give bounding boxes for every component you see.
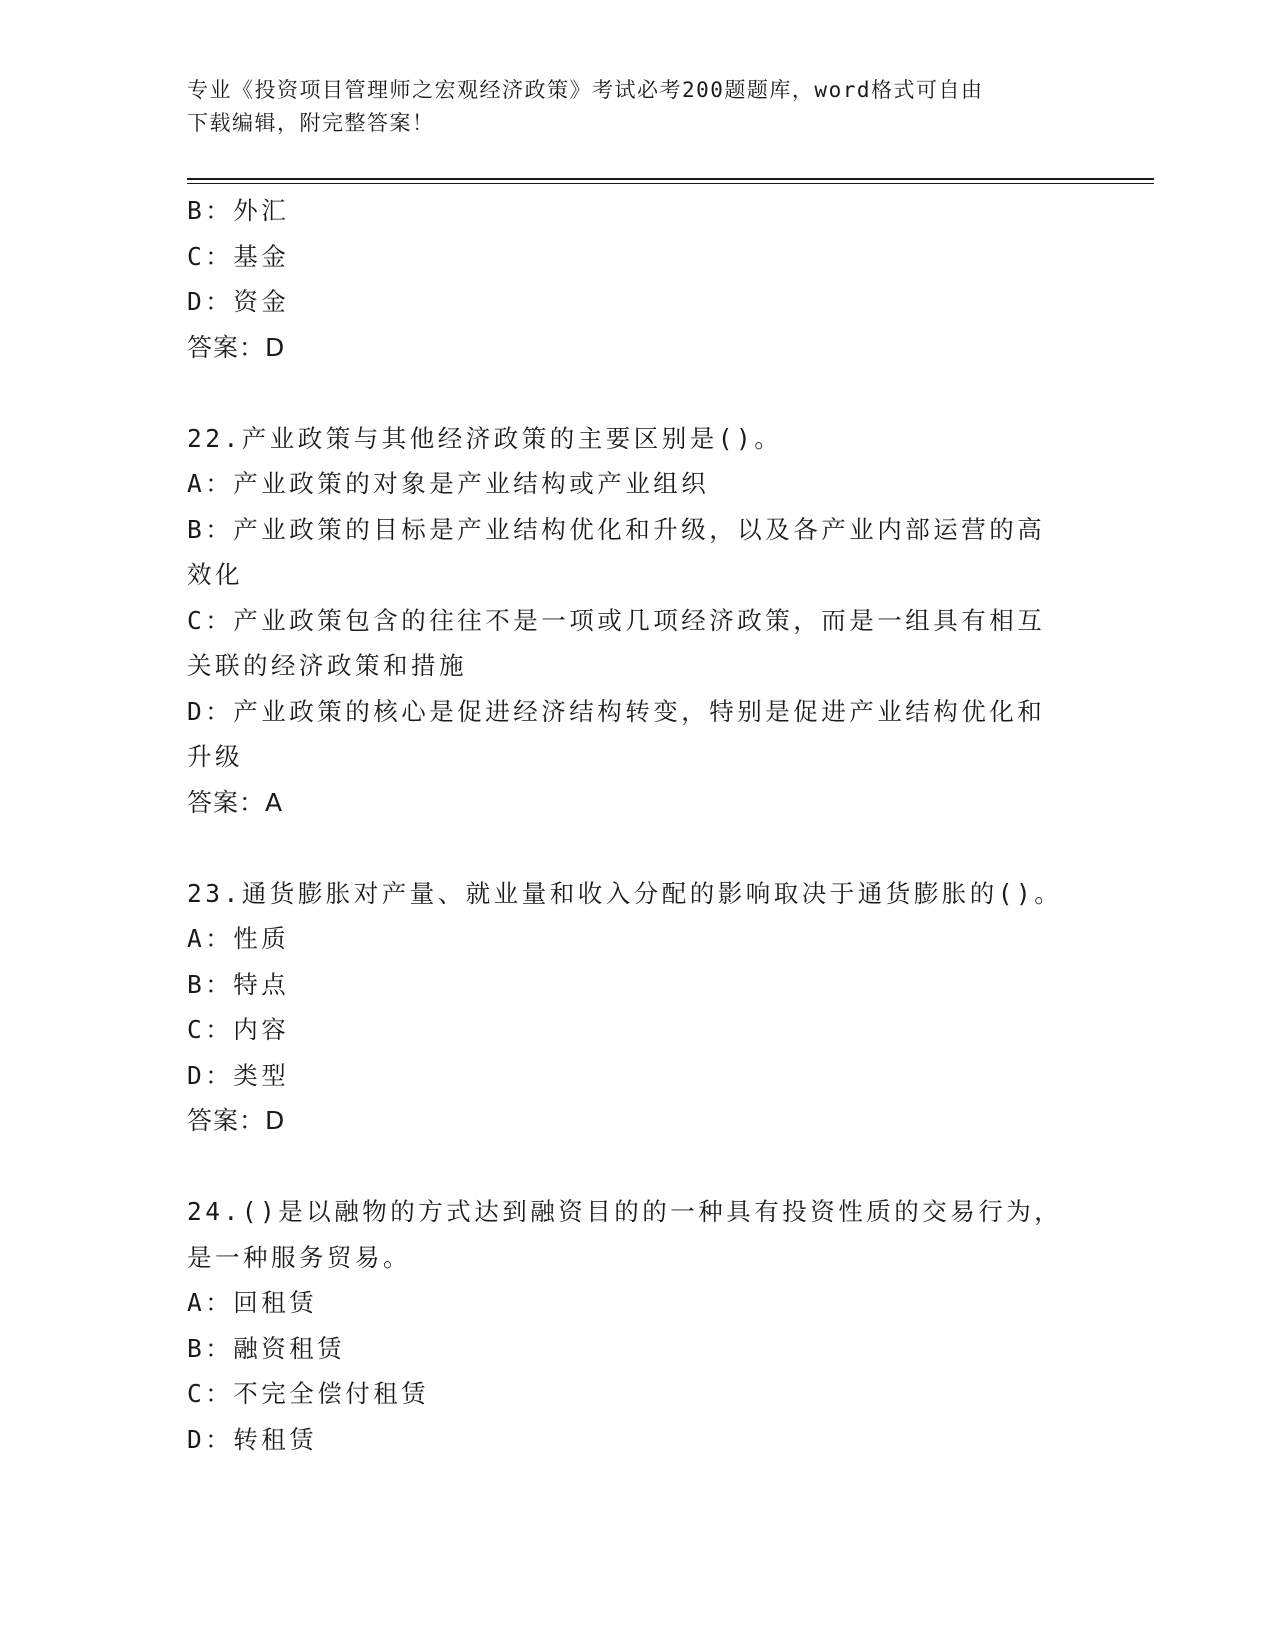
question-22 bbox=[187, 416, 1067, 826]
option-c: C：不完全偿付租赁 bbox=[187, 1379, 430, 1408]
answer-line: 答案：D bbox=[187, 1106, 286, 1135]
option-b: B：外汇 bbox=[187, 196, 290, 225]
option-d: D：资金 bbox=[187, 287, 290, 316]
header-divider-thin bbox=[187, 183, 1154, 184]
question-spacer bbox=[187, 825, 1067, 871]
header-title-line-2: 下载编辑，附完整答案！ bbox=[187, 111, 435, 135]
question-21-tail bbox=[187, 188, 1067, 370]
question-stem-line-1: 24.()是以融物的方式达到融资目的的一种具有投资性质的交易行为， bbox=[187, 1197, 1063, 1226]
question-23 bbox=[187, 871, 1067, 1144]
option-b-line-2: 效化 bbox=[187, 560, 243, 589]
option-a: A：回租赁 bbox=[187, 1288, 318, 1317]
document-header bbox=[187, 74, 1087, 140]
answer-line: 答案：A bbox=[187, 787, 284, 817]
option-d: D：转租赁 bbox=[187, 1424, 318, 1454]
option-b: B：融资租赁 bbox=[187, 1333, 346, 1363]
header-divider-thick bbox=[187, 178, 1154, 180]
question-spacer bbox=[187, 370, 1067, 416]
question-stem: 22.产业政策与其他经济政策的主要区别是()。 bbox=[187, 423, 783, 453]
question-list bbox=[187, 188, 1067, 1462]
question-stem: 23.通货膨胀对产量、就业量和收入分配的影响取决于通货膨胀的()。 bbox=[187, 878, 1063, 908]
option-a: A：产业政策的对象是产业结构或产业组织 bbox=[187, 469, 710, 498]
question-24 bbox=[187, 1189, 1067, 1462]
question-spacer bbox=[187, 1144, 1067, 1190]
header-title-line-1: 专业《投资项目管理师之宏观经济政策》考试必考200题题库，word格式可自由 bbox=[187, 78, 984, 102]
answer-line: 答案：D bbox=[187, 332, 286, 362]
option-b: B：特点 bbox=[187, 969, 290, 999]
option-c-line-1: C：产业政策包含的往往不是一项或几项经济政策，而是一组具有相互 bbox=[187, 605, 1046, 635]
option-b-line-1: B：产业政策的目标是产业结构优化和升级，以及各产业内部运营的高 bbox=[187, 514, 1046, 544]
question-stem-line-2: 是一种服务贸易。 bbox=[187, 1242, 411, 1272]
option-a: A：性质 bbox=[187, 924, 290, 953]
option-d-line-2: 升级 bbox=[187, 742, 243, 771]
option-c: C：内容 bbox=[187, 1015, 290, 1044]
option-d: D：类型 bbox=[187, 1060, 290, 1090]
option-d-line-1: D：产业政策的核心是促进经济结构转变，特别是促进产业结构优化和 bbox=[187, 696, 1046, 726]
option-c-line-2: 关联的经济政策和措施 bbox=[187, 651, 467, 680]
option-c: C：基金 bbox=[187, 241, 290, 271]
